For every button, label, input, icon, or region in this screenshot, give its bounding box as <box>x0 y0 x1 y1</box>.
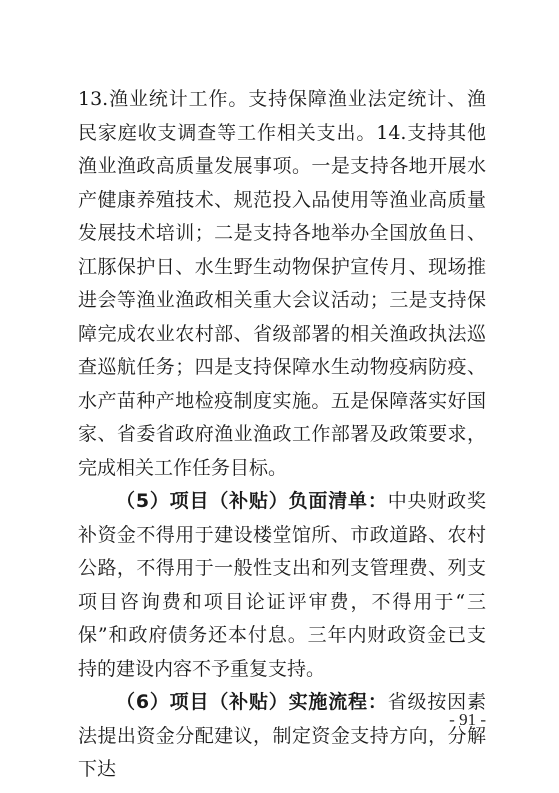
paragraph-fishery-items: 13.渔业统计工作。支持保障渔业法定统计、渔民家庭收支调查等工作相关支出。14.支持其他渔业渔政高质量发展事项。一是支持各地开展水产健康养殖技术、规范投入品使用等渔业高质量发展技术培训；二是支持各地举办全国放鱼日、江豚保护日、水生野生动物保护宣传月、现场推进会等渔业渔政相关重大会议活动；三是支持保障完成农业农村部、省级部署的相关渔政执法巡查巡航任务；四是支持保障水生动物疫病防疫、水产苗种产地检疫制度实施。五是保障落实好国家、省委省政府渔业渔政工作部署及政策要求，完成相关工作任务目标。 <box>78 88 486 479</box>
paragraph-implementation-process <box>78 686 486 787</box>
section-5-body: 中央财政奖补资金不得用于建设楼堂馆所、市政道路、农村公路，不得用于一般性支出和列支管理费、列支项目咨询费和项目论证评审费，不得用于“三保”和政府债务还本付息。三年内财政资金已支持的建设内容不予重复支持。 <box>78 490 486 680</box>
body-text <box>78 83 486 787</box>
section-6-heading: （6）项目（补贴）实施流程： <box>116 691 388 713</box>
section-6-body: 省级按因素法提出资金分配建议，制定资金支持方向，分解下达 <box>78 691 486 780</box>
section-5-heading: （5）项目（补贴）负面清单： <box>116 490 388 512</box>
page-number: - 91 - <box>449 710 486 729</box>
paragraph-negative-list <box>78 485 486 686</box>
